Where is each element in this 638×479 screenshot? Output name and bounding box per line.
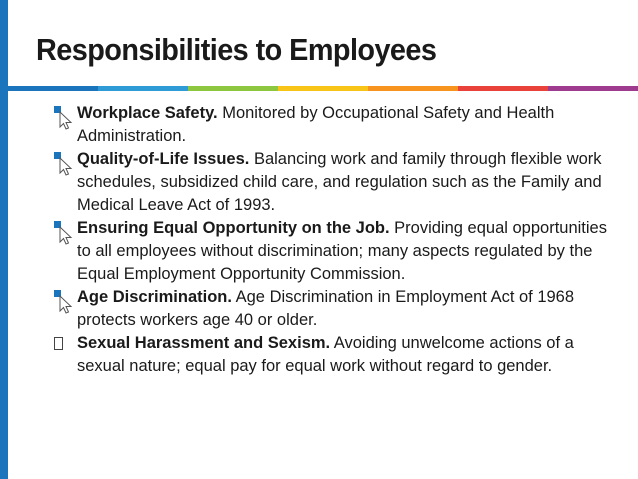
stripe-segment xyxy=(98,86,188,91)
stripe-segment xyxy=(368,86,458,91)
item-text: Avoiding unwelcome actions of a sexual nature; equal pay for equal work without regard to gender. xyxy=(77,334,574,375)
cursor-icon xyxy=(54,290,74,316)
item-heading: Ensuring Equal Opportunity on the Job. xyxy=(77,219,390,237)
slide-title: Responsibilities to Employees xyxy=(36,32,437,67)
item-text: Monitored by Occupational Safety and Health Administration. xyxy=(77,104,555,145)
item-text: Providing equal opportunities to all employees without discrimination; many aspects regulated by the Equal Employment Opportunity Commission. xyxy=(77,219,607,283)
left-accent-bar xyxy=(0,0,8,479)
missing-glyph-box-icon xyxy=(54,337,63,350)
list-item xyxy=(56,102,616,148)
item-heading: Age Discrimination. xyxy=(77,288,232,306)
list-item xyxy=(56,148,616,217)
stripe-segment xyxy=(548,86,638,91)
list-item xyxy=(56,217,616,286)
item-text: Balancing work and family through flexible work schedules, subsidized child care, and regulation such as the Family and Medical Leave Act of 1993. xyxy=(77,150,602,214)
stripe-segment xyxy=(188,86,278,91)
cursor-icon xyxy=(54,152,74,178)
list-item xyxy=(56,332,616,378)
item-heading: Workplace Safety. xyxy=(77,104,218,122)
item-heading: Sexual Harassment and Sexism. xyxy=(77,334,331,352)
cursor-icon xyxy=(54,221,74,247)
stripe-segment xyxy=(458,86,548,91)
item-heading: Quality-of-Life Issues. xyxy=(77,150,250,168)
item-text: Age Discrimination in Employment Act of 1968 protects workers age 40 or older. xyxy=(77,288,575,329)
cursor-icon xyxy=(54,106,74,132)
color-stripe xyxy=(8,86,638,91)
stripe-segment xyxy=(8,86,98,91)
stripe-segment xyxy=(278,86,368,91)
list-item xyxy=(56,286,616,332)
bullet-list xyxy=(56,102,616,378)
